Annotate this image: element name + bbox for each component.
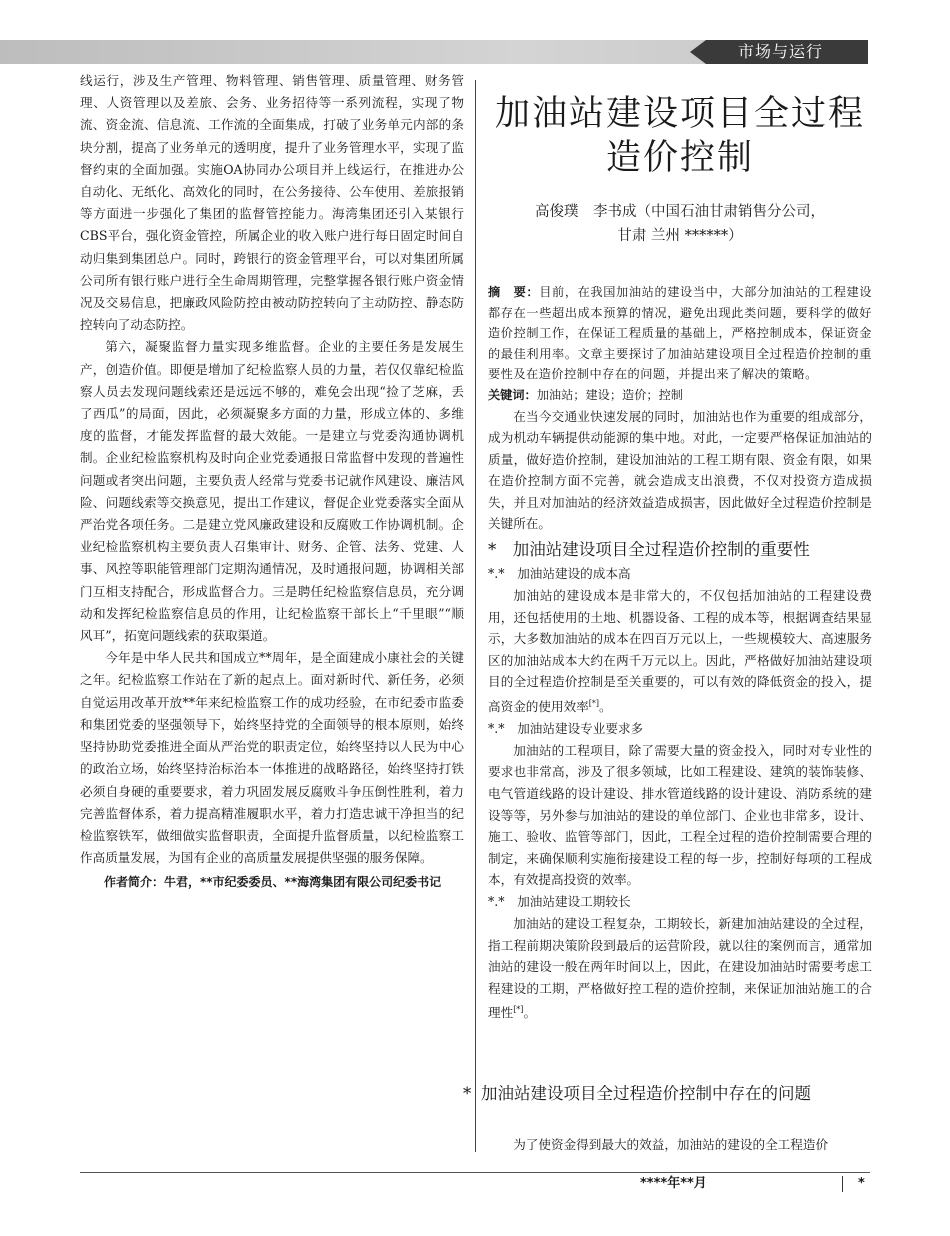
section-label: 市场与运行	[738, 42, 824, 61]
page-number: *	[858, 1176, 865, 1191]
column-divider	[475, 80, 476, 1152]
section-1-1-text: 加油站的建设成本是非常大的，不仅包括加油站的工程建设费用，还包括使用的土地、机器设备、工程的成本等，根据调查结果显示，大多数加油站的成本在四百万元以上，一些规模较大、高速服务区的加油站成本大约在两千万元以上。因此，严格做好加油站建设项目的全过程造价控制是至关重要的，可以有效的降低资金的投入，提高资金的使用效率	[488, 588, 872, 715]
article-body	[488, 406, 872, 1025]
left-paragraph-3: 今年是中华人民共和国成立**周年，是全面建成小康社会的关键之年。纪检监察工作站在了新的起点上。面对新时代、新任务，必须自觉运用改革开放**年来纪检监察工作的成功经验，在市纪委市监委和集团党委的坚强领导下，始终坚持党的全面领导的根本原则，始终坚持协助党委推进全面从严治党的职责定位，始终坚持以人民为中心的政治立场，始终坚持治标治本一体推进的战略路径，始终坚持打铁必须自身硬的重要要求，着力巩固发展反腐败斗争压倒性胜利，着力完善监督体系，着力提高精准履职水平，着力打造忠诚干净担当的纪检监察铁军，做细做实监督职责，全面提升监督质量，以纪检监察工作高质量发展，为国有企业的高质量发展提供坚强的服务保障。	[80, 650, 464, 866]
section-1-2-heading: *.* 加油站建设专业要求多	[488, 720, 644, 736]
section-1-3-heading: *.* 加油站建设工期较长	[488, 893, 631, 909]
intro-paragraph: 在当今交通业快速发展的同时，加油站也作为重要的组成部分，成为机动车辆提供动能源的集中地。对此，一定要严格保证加油站的质量，做好造价控制，建设加油站的工程工期有限、资金有限，如果在造价控制方面不完善，就会造成支出浪费，不仅对投资方造成损失，并且对加油站的经济效益造成损害，因此做好全过程造价控制是关键所在。	[488, 408, 872, 532]
section-1-2-paragraph: 加油站的工程项目，除了需要大量的资金投入，同时对专业性的要求也非常高，涉及了很多领域，比如工程建设、建筑的装饰装修、电气管道线路的设计建设、排水管道线路的设计建设、消防系统的建设等等，另外参与加油站的建设的单位部门、企业也非常多，设计、施工、验收、监管等部门，因此，工程全过程的造价控制需要合理的制定，来确保顺利实施衔接建设工程的每一步，控制好每项的工程成本，有效提高投资的效率。	[488, 742, 872, 888]
citation-1: [*]	[588, 699, 599, 709]
keywords-label: 关键词：	[488, 387, 537, 402]
abstract	[488, 282, 872, 385]
authors-line-2: 甘肃 兰州 ******）	[617, 228, 743, 244]
section-2-title: 加油站建设项目全过程造价控制中存在的问题	[481, 1084, 811, 1103]
section-1-1-paragraph: 加油站的建设成本是非常大的，不仅包括加油站的工程建设费用，还包括使用的土地、机器设备、工程的成本等，根据调查结果显示，大多数加油站的成本在四百万元以上，一些规模较大、高速服务区的加油站成本大约在两千万元以上。因此，严格做好加油站建设项目的全过程造价控制是至关重要的，可以有效的降低资金的投入，提高资金的使用效率[*]。	[488, 588, 872, 715]
header-arrow	[690, 40, 706, 64]
section-2-number: *	[463, 1084, 472, 1103]
article-authors	[488, 200, 872, 248]
section-2-paragraph: 为了使资金得到最大的效益，加油站的建设的全工程造价	[513, 1137, 829, 1152]
footer-separator	[842, 1176, 843, 1192]
keywords	[488, 385, 872, 406]
right-column	[488, 92, 872, 1024]
section-1-1-heading: *.* 加油站建设的成本高	[488, 566, 631, 582]
left-paragraph-1: 线运行，涉及生产管理、物料管理、销售管理、质量管理、财务管理、人资管理以及差旅、会务、业务招待等一系列流程，实现了物流、资金流、信息流、工作流的全面集成，打破了业务单元内部的条块分割，提高了业务单元的透明度，提升了业务管理水平，实现了监督约束的全面加强。实施OA协同办公项目并上线运行，在推进办公自动化、无纸化、高效化的同时，在公务接待、公车使用、差旅报销等方面进一步强化了集团的监督管控能力。海湾集团还引入某银行CBS平台，强化资金管控，所属企业的收入账户进行每日固定时间自动归集到集团总户。同时，跨银行的资金管理平台，可以对集团所属公司所有银行账户进行全生命周期管理，完整掌握各银行账户资金情况及交易信息，把廉政风险防控由被动防控转向了主动防控、静态防控转向了动态防控。	[80, 73, 464, 333]
footer-rule	[80, 1172, 870, 1173]
authors-line-1: 高俊璞 李书成（中国石油甘肃销售分公司，	[535, 204, 825, 220]
author-note: 作者简介：牛君，**市纪委委员、**海湾集团有限公司纪委书记	[104, 875, 442, 890]
left-column	[80, 70, 464, 894]
citation-2: [*]	[513, 1005, 524, 1015]
abstract-text: 目前，在我国加油站的建设当中，大部分加油站的工程建设都存在一些超出成本预算的情况，避免出现此类问题，要科学的做好造价控制工作，在保证工程质量的基础上，严格控制成本，保证资金的最佳利用率。文章主要探讨了加油站建设项目全过程造价控制的重要性及在造价控制中存在的问题，并提出来了解决的策略。	[488, 285, 873, 381]
left-paragraph-2: 第六，凝聚监督力量实现多维监督。企业的主要任务是发展生产，创造价值。即便是增加了纪检监察人员的力量，若仅仅靠纪检监察人员去发现问题线索还是远远不够的，难免会出现“捡了芝麻，丢了西瓜”的局面，因此，必须凝聚多方面的力量，形成立体的、多维度的监督，才能发挥监督的最大效能。一是建立与党委沟通协调机制。企业纪检监察机构及时向企业党委通报日常监督中发现的普遍性问题或者突出问题，主要负责人经常与党委书记就作风建设、廉洁风险、问题线索等交换意见，提出工作建议，督促企业党委落实全面从严治党各项任务。二是建立党风廉政建设和反腐败工作协调机制。企业纪检监察机构主要负责人召集审计、财务、企管、法务、党建、人事、风控等职能管理部门定期沟通情况，及时通报问题，协调相关部门互相支持配合，形成监督合力。三是聘任纪检监察信息员，充分调动和发挥纪检监察信息员的作用，让纪检监察干部长上“千里眼”“顺风耳”，拓宽问题线索的获取渠道。	[80, 339, 464, 644]
keywords-text: 加油站；建设；造价；控制	[536, 387, 683, 402]
footer-date: ****年**月	[640, 1176, 707, 1191]
section-1-3-text: 加油站的建设工程复杂，工期较长，新建加油站建设的全过程，指工程前期决策阶段到最后的运营阶段，就以往的案例而言，通常加油站的建设一般在两年时间以上，因此，在建设加油站时需要考虑工程建设的工期，严格做好控工程的造价控制，来保证加油站施工的合理性	[488, 915, 872, 1021]
abstract-label: 摘 要：	[488, 285, 540, 299]
section-1-3-paragraph: 加油站的建设工程复杂，工期较长，新建加油站建设的全过程，指工程前期决策阶段到最后的运营阶段，就以往的案例而言，通常加油站的建设一般在两年时间以上，因此，在建设加油站时需要考虑工程建设的工期，严格做好控工程的造价控制，来保证加油站施工的合理性[*]。	[488, 915, 872, 1021]
article-title: 加油站建设项目全过程造价控制	[494, 94, 865, 178]
section-1-heading: * 加油站建设项目全过程造价控制的重要性	[488, 540, 810, 560]
